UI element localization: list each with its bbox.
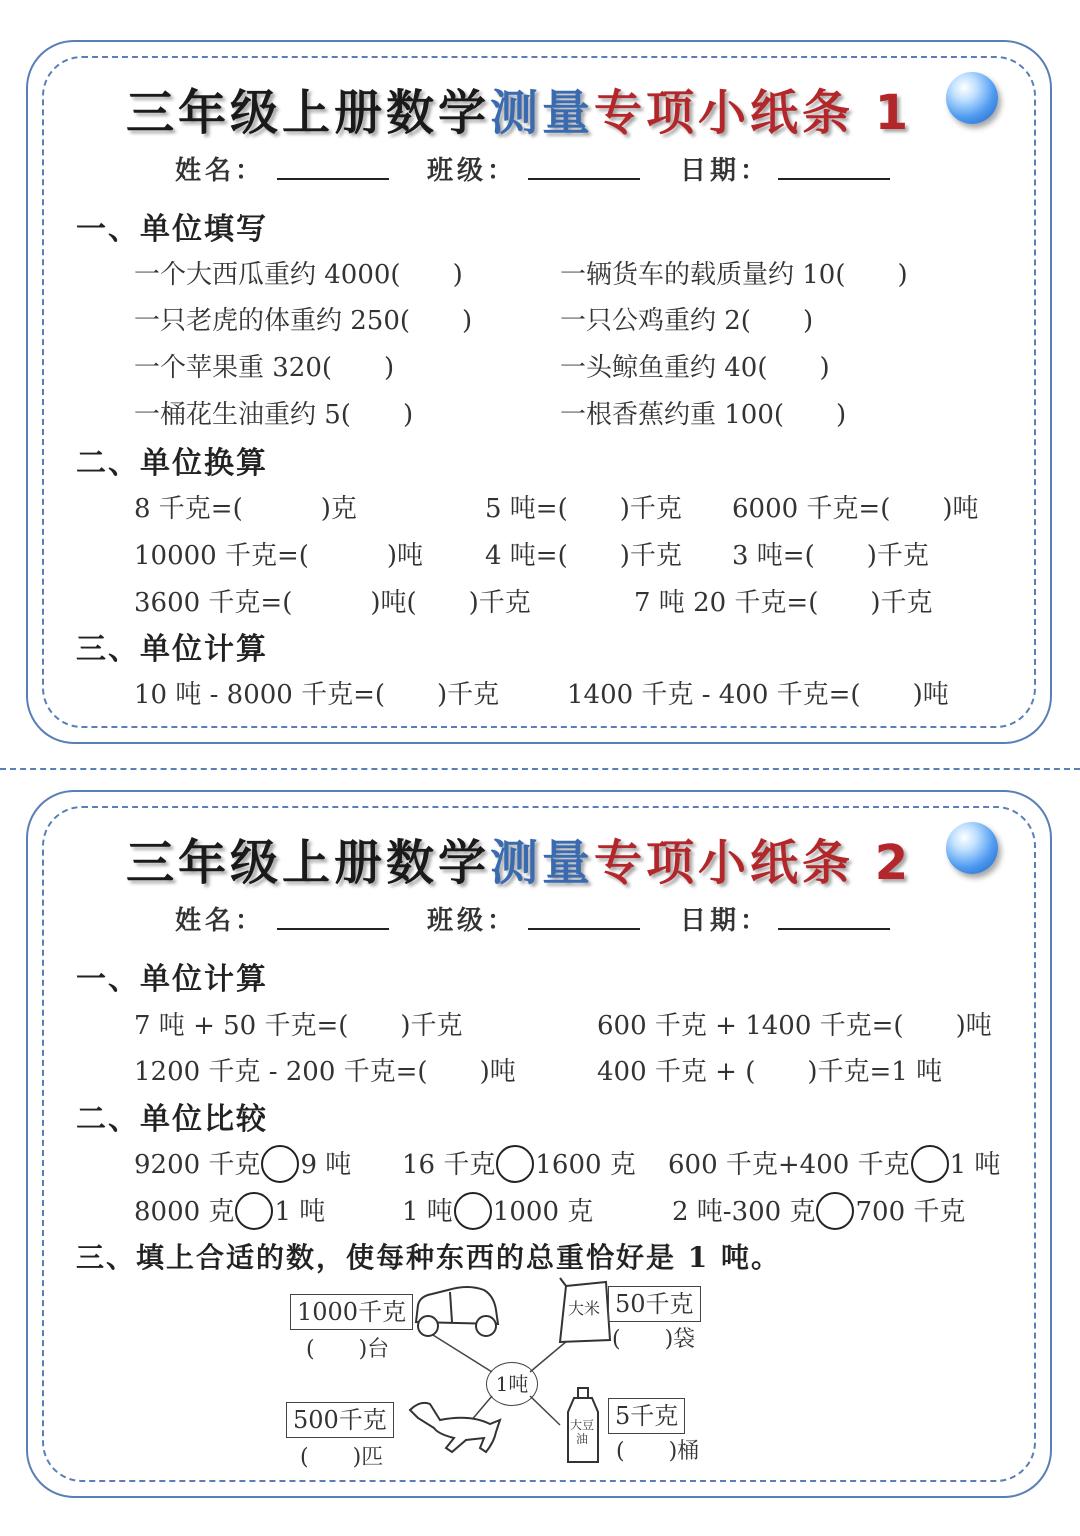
question: 6000 千克=( )吨 <box>732 494 979 524</box>
comparison-left: 600 千克+400 千克 <box>668 1150 910 1180</box>
question: 10000 千克=( )吨 <box>134 541 424 571</box>
card1-title-part1: 三年级上册数学 <box>126 85 491 141</box>
horse-answer[interactable]: ( )匹 <box>300 1445 384 1470</box>
question: 5 吨=( )千克 <box>485 494 682 524</box>
card2-section3-heading: 三、填上合适的数，使每种东西的总重恰好是 1 吨。 <box>76 1241 781 1274</box>
question: 一根香蕉约重 100( ) <box>560 400 847 430</box>
question: 一个苹果重 320( ) <box>134 353 395 383</box>
comparison-left: 9200 千克 <box>134 1150 261 1180</box>
oil-weight-box: 5千克 <box>608 1398 685 1434</box>
rice-label: 大米 <box>568 1299 601 1318</box>
car-answer[interactable]: ( )台 <box>306 1337 390 1362</box>
card2-class-label: 班级： <box>427 906 518 936</box>
question: 3 吨=( )千克 <box>732 541 929 571</box>
card1-section1-heading: 一、单位填写 <box>76 212 268 247</box>
question: 8 千克=( )克 <box>134 494 357 524</box>
comparison-right: 1600 克 <box>535 1150 636 1180</box>
card1-section3-heading: 三、单位计算 <box>76 632 268 667</box>
question: 7 吨 20 千克=( )千克 <box>634 588 933 618</box>
question: 一头鲸鱼重约 40( ) <box>560 353 830 383</box>
rice-answer[interactable]: ( )袋 <box>612 1327 696 1352</box>
card2-date-label: 日期： <box>680 906 771 936</box>
question: 4 吨=( )千克 <box>485 541 682 571</box>
comparison-left: 1 吨 <box>402 1197 453 1227</box>
comparison-right: 1 吨 <box>949 1150 1001 1180</box>
comparison-right: 700 千克 <box>855 1197 966 1227</box>
card1-name-label: 姓名： <box>175 156 266 186</box>
car-weight-box: 1000千克 <box>290 1294 413 1330</box>
comparison-right: 1 吨 <box>274 1197 326 1227</box>
card2-title-part2: 测量 <box>490 835 595 891</box>
question: 一辆货车的载质量约 10( ) <box>560 260 908 290</box>
card2-title-part3: 专项小纸条 2 <box>594 835 913 891</box>
question: 400 千克 + ( )千克=1 吨 <box>597 1057 943 1087</box>
card1-title-part3: 专项小纸条 1 <box>594 85 913 141</box>
question: 1200 千克 - 200 千克=( )吨 <box>134 1057 516 1087</box>
card2-section2-heading: 二、单位比较 <box>76 1102 268 1137</box>
question: 一个大西瓜重约 4000( ) <box>134 260 463 290</box>
comparison-right: 1000 克 <box>492 1197 594 1227</box>
card1-class-label: 班级： <box>427 156 518 186</box>
oil-label: 大豆油 <box>570 1418 595 1446</box>
question: 600 千克 + 1400 千克=( )吨 <box>597 1011 992 1041</box>
card2-name-label: 姓名： <box>175 906 266 936</box>
question: 3600 千克=( )吨( )千克 <box>134 588 531 618</box>
car-icon <box>416 1287 498 1336</box>
question: 7 吨 + 50 千克=( )千克 <box>134 1011 463 1041</box>
question: 一只公鸡重约 2( ) <box>560 306 814 336</box>
card1-section2-heading: 二、单位换算 <box>76 446 268 481</box>
card2-section1-heading: 一、单位计算 <box>76 962 268 997</box>
question: 10 吨 - 8000 千克=( )千克 <box>134 680 500 710</box>
center-one-ton: 1吨 <box>486 1362 538 1406</box>
question: 一只老虎的体重约 250( ) <box>134 306 473 336</box>
comparison-left: 2 吨-300 克 <box>672 1197 816 1227</box>
question: 1400 千克 - 400 千克=( )吨 <box>567 680 949 710</box>
horse-icon <box>410 1403 500 1452</box>
card2-title-part1: 三年级上册数学 <box>126 835 491 891</box>
horse-weight-box: 500千克 <box>286 1402 394 1438</box>
comparison-left: 16 千克 <box>402 1150 496 1180</box>
card1-title-part2: 测量 <box>490 85 595 141</box>
card1-date-label: 日期： <box>680 156 771 186</box>
comparison-right: 9 吨 <box>300 1150 352 1180</box>
question: 一桶花生油重约 5( ) <box>134 400 414 430</box>
oil-answer[interactable]: ( )桶 <box>616 1439 700 1464</box>
comparison-left: 8000 克 <box>134 1197 235 1227</box>
rice-weight-box: 50千克 <box>608 1286 701 1322</box>
